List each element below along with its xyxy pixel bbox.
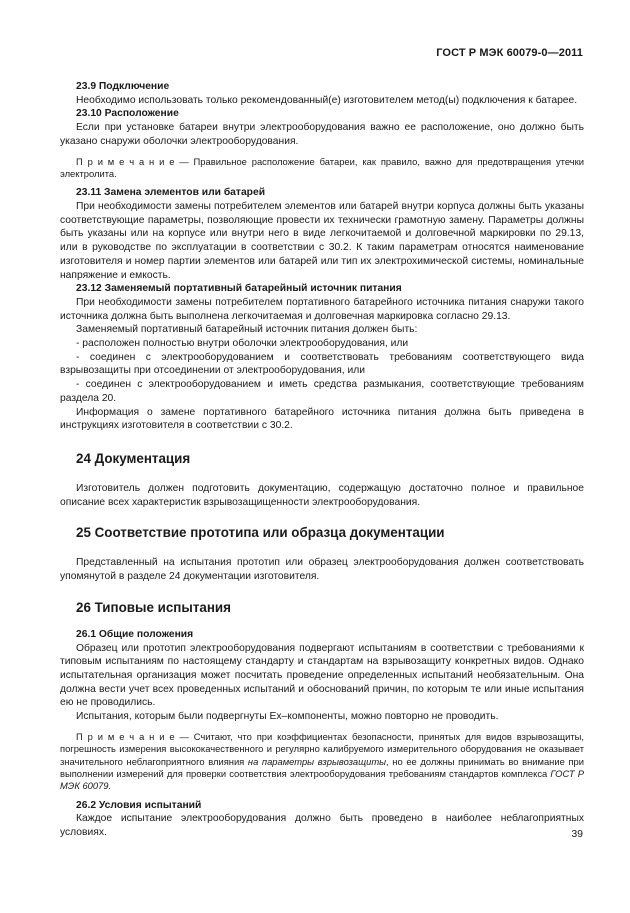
- section-23-12-list-intro: Заменяемый портативный батарейный источник питания должен быть:: [76, 324, 418, 336]
- section-26-2-heading: 26.2 Условия испытаний: [76, 799, 202, 811]
- section-23-11-text: При необходимости замены потребителем элементов или батарей внутри корпуса должны быть указаны соответствующие параметры, позволяющие провести их технически грамотную замену. Параметры должны быть указаны или на корпусе или внутри него в виде легкочитаемой и долговечной маркировки по 29.13, или в руководстве по эксплуатации в соответствии с 30.2. К таким параметрам относятся наименование изготовителя и номер партии элементов или батарей или тип их электрохимической системы, номинальные напряжение и емкость.: [60, 201, 584, 281]
- section-24-heading: 24 Документация: [76, 450, 191, 466]
- section-23-12-info: Информация о замене портативного батарейного источника питания должна быть приведена в инструкциях изготовителя в соответствии с 30.2.: [60, 406, 584, 432]
- section-26-1-note: П р и м е ч а н и е — Считают, что при коэффициентах безопасности, принятых для видов взрывозащиты, погрешность измерения высококачественного и регулярно калибруемого измерительного оборудования не оказывает значительного неблагоприятного влияния на параметры взрывозащиты, но ее должны принимать во внимание при выполнении измерений для проверки соответствия электрооборудования требованиям стандартов комплекса ГОСТ Р МЭК 60079.: [60, 730, 585, 792]
- section-23-12-heading: 23.12 Заменяемый портативный батарейный источник питания: [76, 283, 402, 295]
- section-23-10-note: [60, 156, 584, 181]
- note-text: Правильное расположение батареи, как правило, важно для предотвращения утечки электролита.: [60, 155, 584, 179]
- section-23-11-heading: 23.11 Замена элементов или батарей: [76, 187, 266, 199]
- section-24-text: Изготовитель должен подготовить документацию, содержащую достаточно полное и правильное описание всех характеристик взрывозащищенности электрооборудования.: [60, 482, 584, 508]
- page-number: 39: [571, 828, 583, 840]
- document-code-header: ГОСТ Р МЭК 60079-0—2011: [436, 47, 583, 59]
- section-26-1-text: Образец или прототип электрооборудования подвергают испытаниям в соответствии с требованиями к типовым испытаниям по настоящему стандарту и стандартам на взрывозащиту конкретных видов. Однако испытательная организация может посчитать проведение определенных испытаний необязательным. Она должна вести учет всех проведенных испытаний и обоснований причин, по которым те или иные испытания ею не проводились.: [60, 642, 584, 709]
- list-item: - расположен полностью внутри оболочки электрооборудования, или: [76, 338, 409, 350]
- section-25-heading: 25 Соответствие прототипа или образца документации: [76, 525, 445, 541]
- section-26-1-ex-text: Испытания, которым были подвергнуты Ex–компоненты, можно повторно не проводить.: [76, 711, 499, 723]
- section-26-heading: 26 Типовые испытания: [76, 599, 231, 615]
- section-23-10-text: Если при установке батареи внутри электрооборудования важно ее расположение, оно должно быть указано снаружи оболочки электрооборудования.: [60, 122, 584, 147]
- section-23-9-text: Необходимо использовать только рекомендованный(е) изготовителем метод(ы) подключения к батарее.: [76, 94, 578, 106]
- section-26-1-heading: 26.1 Общие положения: [76, 628, 194, 640]
- section-23-10-heading: 23.10 Расположение: [76, 108, 179, 120]
- section-26-2-text: Каждое испытание электрооборудования должно быть проведено в наиболее неблагоприятных условиях.: [60, 813, 584, 839]
- section-25-text: Представленный на испытания прототип или образец электрооборудования должен соответствовать упомянутой в разделе 24 документации изготовителя.: [60, 557, 584, 583]
- list-item: - соединен с электрооборудованием и соответствовать требованиям соответствующего вида взрывозащиты при отсоединении от электрооборудования, или: [60, 351, 584, 377]
- note-label: П р и м е ч а н и е —: [76, 155, 189, 167]
- page-body: [60, 78, 584, 840]
- standard-reference: ГОСТ Р МЭК 60079.: [60, 767, 585, 792]
- section-23-12-text: При необходимости замены потребителем портативного батарейного источника питания снаружи такого источника должна быть выполнена легкочитаемая и долговечная маркировка согласно 29.13.: [60, 296, 584, 322]
- note-label: П р и м е ч а н и е —: [76, 730, 189, 742]
- section-23-9-heading: 23.9 Подключение: [76, 81, 170, 92]
- list-item: - соединен с электрооборудованием и иметь средства размыкания, соответствующие требованиям раздела 20.: [60, 379, 584, 404]
